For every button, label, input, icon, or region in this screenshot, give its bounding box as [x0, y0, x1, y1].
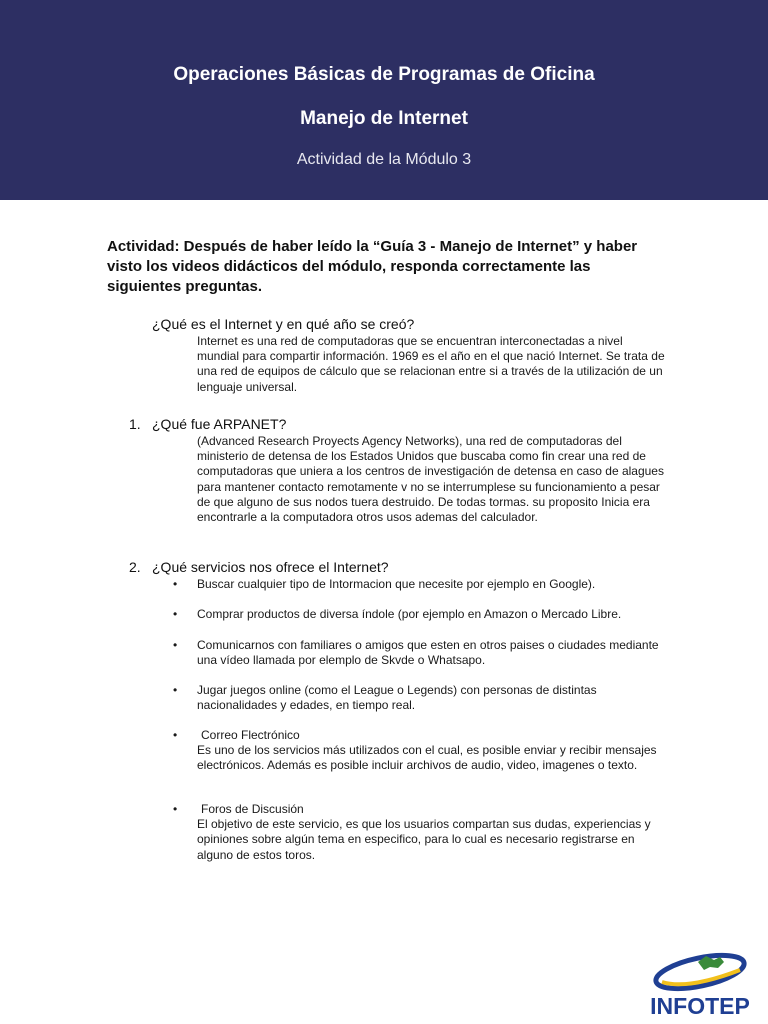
page-title: Operaciones Básicas de Programas de Oficina	[173, 64, 595, 85]
list-item-text: Jugar juegos online (como el League o Legends) con personas de distintas nacionalidades y edades, en tiempo real.	[197, 683, 597, 713]
list-item-title: Foros de Discusión	[201, 802, 304, 816]
bullet-icon: •	[173, 802, 178, 816]
question-number: 2.	[129, 559, 141, 575]
question-services	[129, 559, 389, 575]
bullet-icon: •	[173, 728, 178, 742]
page-subtitle: Manejo de Internet	[300, 108, 468, 129]
question-text: ¿Qué servicios nos ofrece el Internet?	[152, 559, 389, 575]
answer-arpanet: (Advanced Research Proyects Agency Networks), una red de computadoras del ministerio de detensa de los Estados Unidos que buscaba como fin crear una red de computadoras que uniera a los centros de investigación de detensa en caso de alagues para mantener contacto remotamente v no se interrumplese su funcionamiento a pesar de que alguno de sus nodos tuera destruido. De todas tormas. su proposito Inicia era encontrarle a la computadora otros usos ademas del calculador.	[197, 434, 664, 525]
answer-internet: Internet es una red de computadoras que se encuentran interconectadas a nivel mundial para compartir información. 1969 es el año en el que nació Internet. Se trata de una red de equipos de cálculo que se relacionan entre si a través de la utilización de un lenguaje universal.	[197, 334, 665, 394]
bullet-icon: •	[173, 683, 178, 697]
bullet-icon: •	[173, 638, 178, 652]
bullet-icon: •	[173, 577, 178, 591]
list-item	[173, 577, 667, 592]
list-item	[173, 683, 667, 713]
list-item-text: Buscar cualquier tipo de Intormacion que necesite por ejemplo en Google).	[197, 577, 596, 591]
list-item-text: Comprar productos de diversa índole (por ejemplo en Amazon o Mercado Libre.	[197, 607, 622, 621]
question-text: ¿Qué es el Internet y en qué año se creó?	[152, 316, 415, 332]
logo-text: INFOTEP	[650, 993, 750, 1019]
question-number: 1.	[129, 416, 141, 432]
list-item	[173, 802, 667, 863]
list-item-title: Correo Flectrónico	[201, 728, 300, 742]
infotep-logo-mark	[648, 948, 752, 1022]
question-internet	[152, 316, 414, 332]
activity-label: Actividad de la Módulo 3	[296, 151, 472, 168]
list-item	[173, 728, 667, 774]
list-item-body: Es uno de los servicios más utilizados con el cual, es posible enviar y recibir mensajes electrónicos. Además es posible incluir archivos de audio, video, imagenes o texto.	[197, 743, 657, 773]
list-item	[173, 607, 667, 622]
list-item	[173, 638, 667, 668]
infotep-logo	[648, 948, 752, 1022]
question-text: ¿Qué fue ARPANET?	[152, 416, 287, 432]
activity-instructions: Actividad: Después de haber leído la “Guía 3 - Manejo de Internet” y haber visto los videos didácticos del módulo, responda correctamente las siguientes preguntas.	[107, 238, 638, 295]
list-item-text: Comunicarnos con familiares o amigos que esten en otros paises o ciudades mediante una vídeo llamada por elemplo de Skvde o Whatsapo.	[197, 638, 659, 668]
header-banner	[0, 0, 768, 200]
list-item-body: El objetivo de este servicio, es que los usuarios compartan sus dudas, experiencias y opiniones sobre algún tema en especifico, para lo cual es necesario registrarse en alguno de estos toros.	[197, 817, 651, 862]
bullet-icon: •	[173, 607, 178, 621]
question-arpanet	[129, 416, 287, 432]
